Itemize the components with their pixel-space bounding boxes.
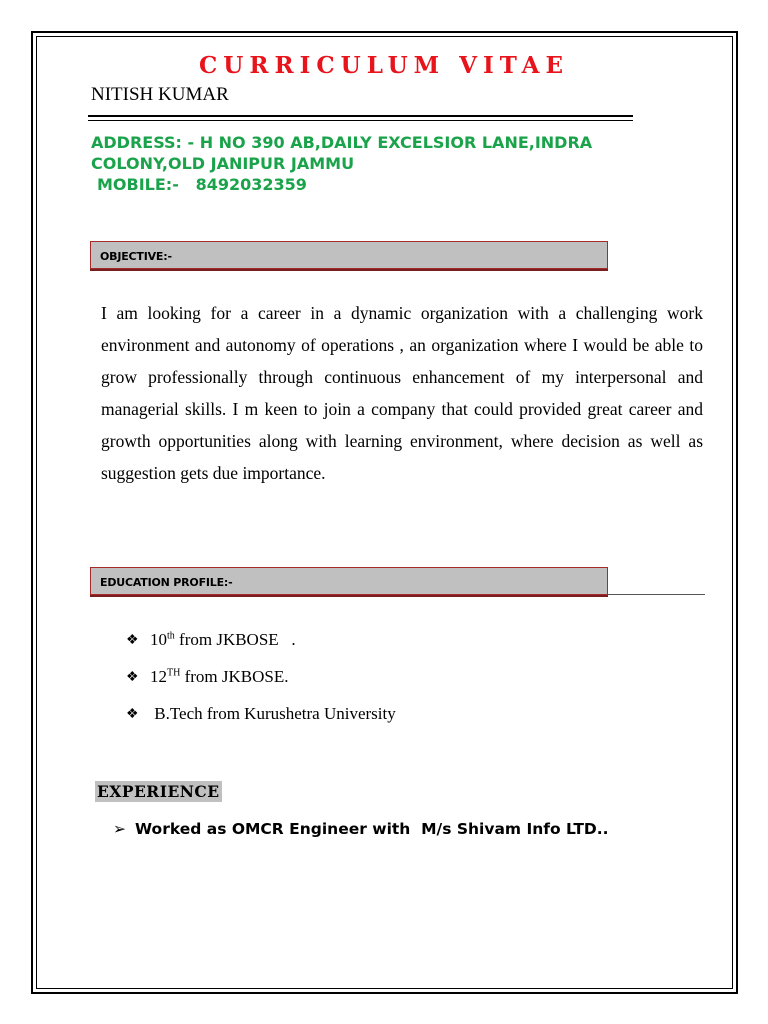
diamond-bullet-icon: ❖ xyxy=(126,670,139,685)
experience-heading: EXPERIENCE xyxy=(97,782,220,801)
education-item-sup: TH xyxy=(167,667,181,679)
address-text: ADDRESS: - H NO 390 AB,DAILY EXCELSIOR LANE,INDRA COLONY,OLD JANIPUR JAMMU xyxy=(91,133,593,173)
experience-item xyxy=(113,820,609,838)
candidate-name: NITISH KUMAR xyxy=(91,84,229,105)
education-item-sup: th xyxy=(167,630,175,642)
header-rule-thick xyxy=(88,115,633,117)
header-rule-thin xyxy=(88,120,633,121)
education-heading-bar xyxy=(90,567,608,595)
education-item-rest: from JKBOSE . xyxy=(174,630,296,649)
education-item xyxy=(126,667,396,704)
education-list xyxy=(126,630,396,741)
diamond-bullet-icon: ❖ xyxy=(126,707,139,722)
arrow-bullet-icon: ➢ xyxy=(113,820,126,838)
education-heading: EDUCATION PROFILE:- xyxy=(100,576,233,589)
education-item-text: 10 xyxy=(150,630,167,649)
education-item-text: B.Tech from Kurushetra University xyxy=(150,704,396,723)
education-item-rest: from JKBOSE. xyxy=(180,667,289,686)
education-item xyxy=(126,630,396,667)
education-item-text: 12 xyxy=(150,667,167,686)
objective-heading-bar xyxy=(90,241,608,269)
objective-heading: OBJECTIVE:- xyxy=(100,250,172,263)
mobile-label: MOBILE:- xyxy=(97,175,179,194)
cv-title: CURRICULUM VITAE xyxy=(199,52,569,79)
education-item xyxy=(126,704,396,741)
mobile-number: 8492032359 xyxy=(195,175,307,194)
mobile-line xyxy=(97,175,307,194)
experience-item-text: Worked as OMCR Engineer with M/s Shivam Info LTD.. xyxy=(135,820,609,838)
education-divider xyxy=(608,594,705,595)
diamond-bullet-icon: ❖ xyxy=(126,633,139,648)
objective-paragraph: I am looking for a career in a dynamic organization with a challenging work environment and autonomy of operations , an organization where I would be able to grow professionally through continuous enhancement of my interpersonal and managerial skills. I m keen to join a company that could provided great career and growth opportunities along with learning environment, where decision as well as suggestion gets due importance. xyxy=(101,303,703,483)
